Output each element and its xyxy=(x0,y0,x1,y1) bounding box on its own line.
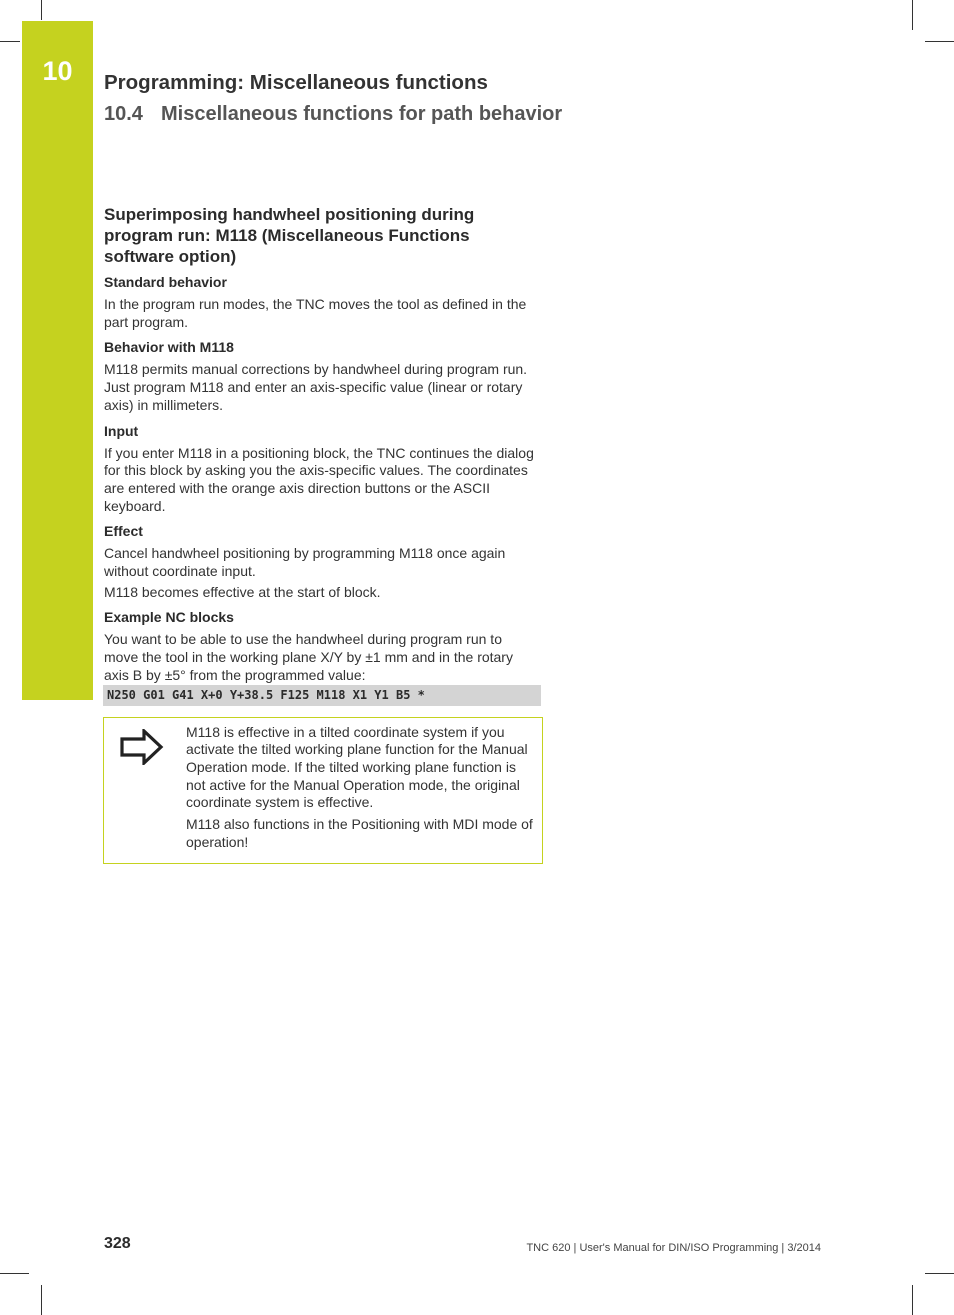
paragraph-input: If you enter M118 in a positioning block, the TNC continues the dialog for this block by asking you the axis-specific values. The coordinates are entered with the orange axis direction buttons or the ASCII keyboard. xyxy=(104,444,534,514)
crop-mark xyxy=(925,41,954,42)
note-box xyxy=(103,717,543,864)
crop-mark xyxy=(41,0,42,20)
crop-mark xyxy=(0,41,20,42)
chapter-tab xyxy=(22,21,93,700)
paragraph-effect-1: Cancel handwheel positioning by programming M118 once again without coordinate input. xyxy=(104,545,506,580)
subheading-effect: Effect xyxy=(104,523,143,540)
note-text xyxy=(186,724,538,856)
paragraph-effect-2: M118 becomes effective at the start of block. xyxy=(104,583,381,600)
paragraph-with-m118: M118 permits manual corrections by handwheel during program run. Just program M118 and enter an axis-specific value (linear or rotary axis) in millimeters. xyxy=(104,361,528,413)
footer-text: TNC 620 | User's Manual for DIN/ISO Programming | 3/2014 xyxy=(526,1242,821,1254)
note-paragraph-2: M118 also functions in the Positioning with MDI mode of operation! xyxy=(186,816,533,850)
subheading-input: Input xyxy=(104,422,139,439)
nc-code-block: N250 G01 G41 X+0 Y+38.5 F125 M118 X1 Y1 B5 * xyxy=(103,685,541,706)
page-number: 328 xyxy=(104,1235,131,1252)
paragraph-example: You want to be able to use the handwheel during program run to move the tool in the working plane X/Y by ±1 mm and in the rotary axis B by ±5° from the programmed value: xyxy=(104,631,513,683)
main-content xyxy=(104,204,544,864)
paragraph-standard: In the program run modes, the TNC moves the tool as defined in the part program. xyxy=(104,296,527,330)
chapter-number: 10 xyxy=(42,56,73,86)
section-title-text: Miscellaneous functions for path behavior xyxy=(161,103,563,125)
subheading-standard: Standard behavior xyxy=(104,274,227,290)
section-title xyxy=(104,103,562,126)
section-heading: Superimposing handwheel positioning during program run: M118 (Miscellaneous Functions software option) xyxy=(104,205,475,266)
crop-mark xyxy=(925,1273,954,1274)
chapter-title: Programming: Miscellaneous functions xyxy=(104,71,488,94)
arrow-right-icon xyxy=(120,729,164,765)
subheading-with-m118: Behavior with M118 xyxy=(104,339,234,356)
subheading-example: Example NC blocks xyxy=(104,609,234,626)
crop-mark xyxy=(41,1285,42,1315)
note-paragraph-1: M118 is effective in a tilted coordinate system if you activate the tilted working plane function for the Manual Operation mode. If the tilted working plane function is not active for the Manual Operation mode, the original coordinate system is effective. xyxy=(186,723,528,811)
crop-mark xyxy=(912,0,913,30)
section-number: 10.4 xyxy=(104,103,143,125)
crop-mark xyxy=(912,1285,913,1315)
crop-mark xyxy=(0,1273,29,1274)
